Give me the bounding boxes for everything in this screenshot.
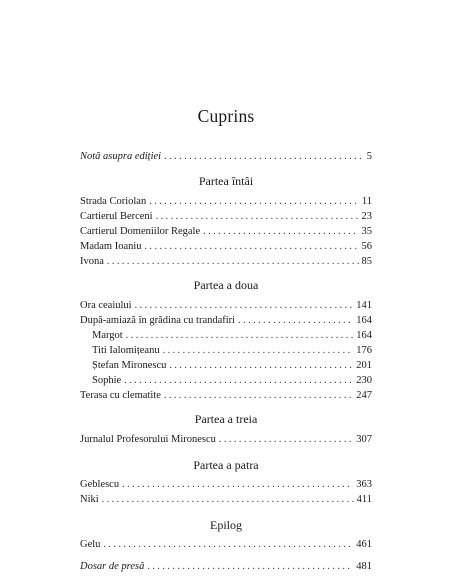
toc-entry (80, 539, 372, 554)
leader-dots (164, 390, 353, 401)
toc-entry (80, 256, 372, 271)
entry-page: 85 (361, 256, 372, 267)
entry-label: Gelu (80, 539, 101, 550)
toc-entry (80, 241, 372, 256)
leader-dots (219, 434, 353, 445)
section-heading-epilog: Epilog (210, 518, 242, 532)
toc-entry (80, 226, 372, 241)
page-title: Cuprins (197, 106, 255, 126)
entry-label: Dosar de presă (80, 561, 145, 572)
entry-page: 247 (356, 390, 372, 401)
leader-dots (107, 256, 359, 267)
section-heading-part1: Partea întâi (198, 174, 254, 188)
toc-entry-note (80, 151, 372, 166)
entry-label: Ivona (80, 256, 104, 267)
entry-label: Notă asupra ediției (80, 151, 162, 162)
toc-entry (80, 434, 372, 449)
entry-page: 481 (356, 561, 372, 572)
entry-page: 201 (356, 360, 372, 371)
leader-dots (147, 561, 353, 572)
entry-page: 5 (366, 151, 372, 162)
entry-label: Ștefan Mironescu (92, 360, 167, 371)
entry-page: 363 (356, 479, 372, 490)
leader-dots (103, 539, 353, 550)
entry-label: Strada Coriolan (80, 196, 147, 207)
entry-label: Cartierul Domeniilor Regale (80, 226, 201, 237)
toc-entry (80, 196, 372, 211)
entry-page: 35 (361, 226, 372, 237)
toc-entry (80, 494, 372, 509)
toc-entry (80, 390, 372, 405)
leader-dots (163, 345, 354, 356)
entry-page: 11 (361, 196, 372, 207)
entry-page: 307 (356, 434, 372, 445)
toc-entry (80, 211, 372, 226)
entry-page: 461 (356, 539, 372, 550)
toc-subentry (92, 330, 372, 345)
entry-label: După-amiază în grădina cu trandafiri (80, 315, 236, 326)
entry-label: Madam Ioaniu (80, 241, 142, 252)
entry-page: 56 (361, 241, 372, 252)
toc-entry (80, 561, 372, 576)
leader-dots (149, 196, 359, 207)
leader-dots (126, 330, 354, 341)
entry-label: Sophie (92, 375, 122, 386)
entry-label: Geblescu (80, 479, 120, 490)
entry-page: 230 (356, 375, 372, 386)
entry-page: 164 (356, 330, 372, 341)
leader-dots (135, 300, 354, 311)
entry-page: 176 (356, 345, 372, 356)
leader-dots (122, 479, 353, 490)
entry-page: 141 (356, 300, 372, 311)
leader-dots (169, 360, 353, 371)
section-heading-part3: Partea a treia (194, 412, 258, 426)
entry-label: Margot (92, 330, 123, 341)
leader-dots (102, 494, 354, 505)
toc-entry (80, 315, 372, 330)
entry-page: 411 (356, 494, 372, 505)
entry-label: Ora ceaiului (80, 300, 132, 311)
entry-page: 23 (361, 211, 372, 222)
entry-label: Terasa cu clematite (80, 390, 161, 401)
section-heading-part2: Partea a doua (193, 278, 259, 292)
toc-subentry (92, 375, 372, 390)
leader-dots (145, 241, 359, 252)
leader-dots (238, 315, 353, 326)
leader-dots (164, 151, 364, 162)
leader-dots (156, 211, 359, 222)
entry-label: Cartierul Berceni (80, 211, 153, 222)
toc-entry (80, 300, 372, 315)
toc-subentry (92, 360, 372, 375)
entry-label: Niki (80, 494, 99, 505)
toc-subentry (92, 345, 372, 360)
toc-entry (80, 479, 372, 494)
entry-page: 164 (356, 315, 372, 326)
entry-label: Jurnalul Profesorului Mironescu (80, 434, 216, 445)
section-heading-part4: Partea a patra (193, 458, 259, 472)
entry-label: Titi Ialomițeanu (92, 345, 160, 356)
leader-dots (203, 226, 358, 237)
leader-dots (124, 375, 353, 386)
